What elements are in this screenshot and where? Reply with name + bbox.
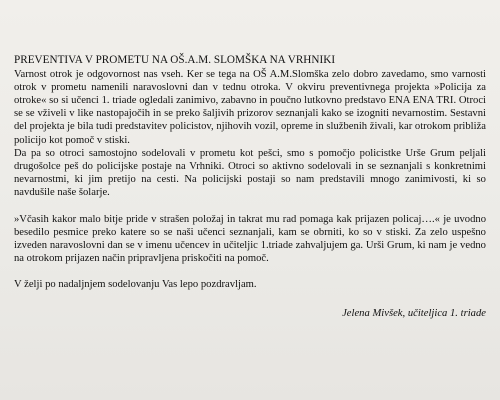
document-title: PREVENTIVA V PROMETU NA OŠ.A.M. SLOMŠKA NA VRHNIKI bbox=[14, 54, 336, 66]
paragraph-spacer bbox=[14, 265, 486, 278]
paragraph-4: V želji po nadaljnjem sodelovanju Vas lepo pozdravljam. bbox=[14, 279, 257, 291]
document-body bbox=[14, 54, 486, 320]
paragraph-2: Da pa so otroci samostojno sodelovali v prometu kot pešci, smo s pomočjo policistke Urše Grum peljali drugošolce peš do policijske postaje na Vrhniki. Otroci so aktivno sodelovali in se seznanjali s konkretnimi nevarnostmi, ki jim pretijo na cesti. Na policijski postaji so nam predstavili mnogo zanimivosti, ki so navdušile naše šolarje. bbox=[14, 147, 486, 199]
paragraph-3: »Včasih kakor malo bitje pride v strašen položaj in takrat mu rad pomaga kak prijazen policaj….« je uvodno besedilo pesmice preko katere so se naši učenci seznanjali, kam se obrniti, ko so v stiski. Za zelo uspešno izveden naravoslovni dan se v imenu učencev in učiteljic 1.triade zahvaljujem ga. Urši Grum, ki nam je vedno na otrokom prijazen način pripravljena priskočiti na pomoč. bbox=[14, 213, 486, 265]
paragraph-1: Varnost otrok je odgovornost nas vseh. Ker se tega na OŠ A.M.Slomška zelo dobro zavedamo, smo varnosti otrok v prometu namenili naravoslovni dan v tednu otroka. V okviru preventivnega projekta »Policija za otroke« so si učenci 1. triade ogledali zanimivo, zabavno in poučno lutkovno predstavo ENA ENA TRI. Otroci se se vživeli v like nastopajočih in se preko šaljivih prizorov seznanjali kako se izogniti nevarnostim. Sestavni del projekta je bila tudi predstavitev policistov, njihovih vozil, opreme in službenih živali, kar otrokom približa policijo kot pomoč v stiski. bbox=[14, 68, 486, 146]
signature: Jelena Mivšek, učiteljica 1. triade bbox=[342, 307, 486, 319]
paragraph-spacer bbox=[14, 200, 486, 213]
